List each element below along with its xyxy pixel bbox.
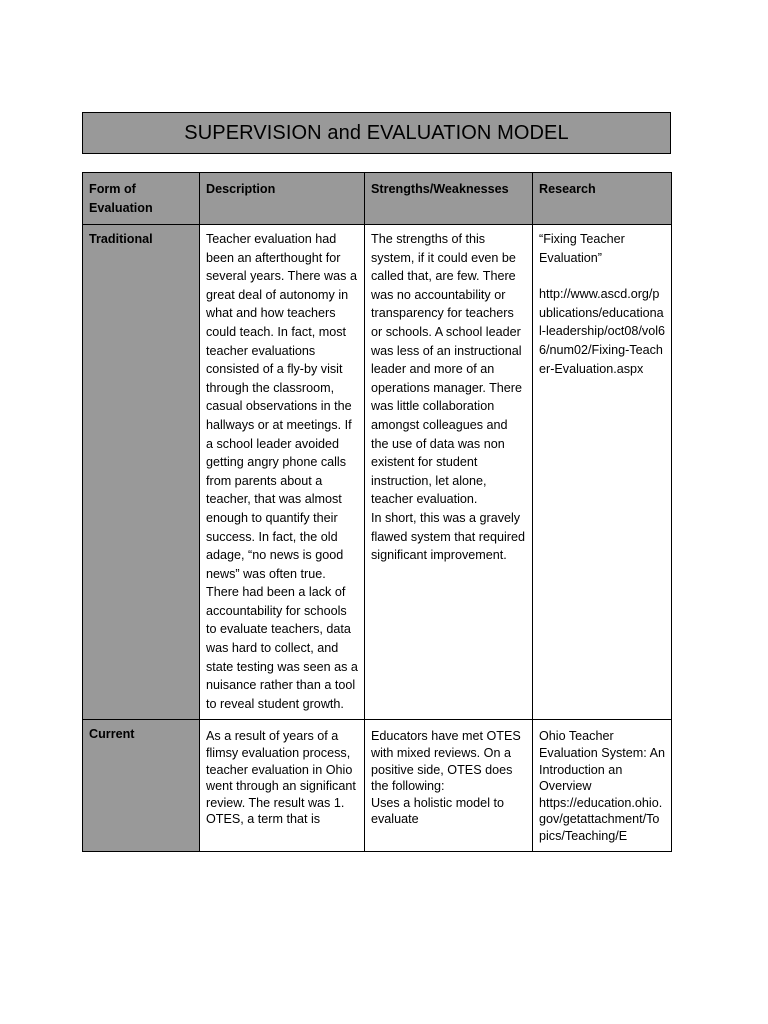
research-url: http://www.ascd.org/publications/educational-leadership/oct08/vol66/num02/Fixing-Teacher-Evaluation.aspx bbox=[539, 287, 666, 376]
strengths-paragraph-1: The strengths of this system, if it could even be called that, are few. There was no accountability or transparency for teachers or schools. A school leader was less of an instructional leader and more of an operations manager. There was little collaboration amongst colleagues and the use of data was non existent for student instruction, let alone, teacher evaluation. bbox=[371, 232, 522, 507]
research-title: “Fixing Teacher Evaluation” bbox=[539, 232, 625, 265]
description-traditional bbox=[200, 225, 365, 720]
row-label-current: Current bbox=[83, 720, 200, 851]
strengths-paragraph-2: In short, this was a gravely flawed system that required significant improvement. bbox=[371, 510, 525, 563]
research-title: Ohio Teacher Evaluation System: An Introduction an Overview bbox=[539, 729, 666, 794]
header-form-of-evaluation: Form of Evaluation bbox=[83, 173, 200, 225]
title-text: SUPERVISION and EVALUATION MODEL bbox=[184, 121, 569, 144]
evaluation-table-wrapper bbox=[82, 172, 671, 852]
description-current bbox=[200, 720, 365, 851]
table-header-row bbox=[83, 173, 672, 225]
strengths-current bbox=[365, 720, 533, 851]
strengths-paragraph-1: Educators have met OTES with mixed reviews. On a positive side, OTES does the following: bbox=[371, 729, 521, 794]
strengths-paragraph-2: Uses a holistic model to evaluate bbox=[371, 795, 504, 827]
document-title bbox=[82, 112, 671, 154]
evaluation-table bbox=[82, 172, 672, 852]
description-text: As a result of years of a flimsy evaluation process, teacher evaluation in Ohio went through an significant review. The result was 1. OTES, a term that is bbox=[206, 729, 356, 827]
table-row-current bbox=[83, 720, 672, 851]
row-label-traditional: Traditional bbox=[83, 225, 200, 720]
header-research: Research bbox=[533, 173, 672, 225]
strengths-traditional bbox=[365, 225, 533, 720]
table-row-traditional bbox=[83, 225, 672, 720]
header-description: Description bbox=[200, 173, 365, 225]
description-text: Teacher evaluation had been an afterthought for several years. There was a great deal of autonomy in what and how teachers could teach. In fact, most teacher evaluations consisted of a fly-by visit through the classroom, casual observations in the hallways or at meetings. If a school leader avoided getting angry phone calls from parents about a teacher, that was almost enough to quantify their success. In fact, the old adage, “no news is good news” was often true. There had been a lack of accountability for schools to evaluate teachers, data was hard to collect, and state testing was seen as a nuisance rather than a tool to reveal student growth. bbox=[206, 232, 358, 711]
research-traditional bbox=[533, 225, 672, 720]
header-strengths-weaknesses: Strengths/Weaknesses bbox=[365, 173, 533, 225]
research-url: https://education.ohio.gov/getattachment/Topics/Teaching/E bbox=[539, 795, 663, 843]
research-current bbox=[533, 720, 672, 851]
